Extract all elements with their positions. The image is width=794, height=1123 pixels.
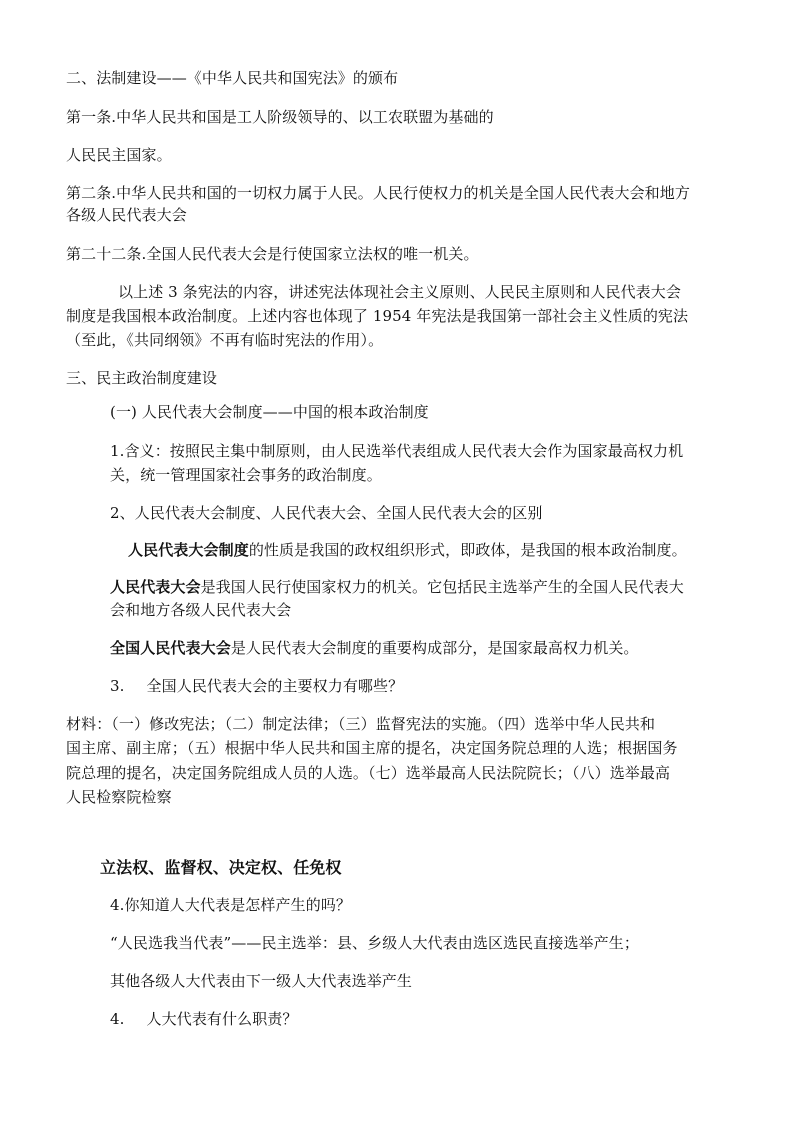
paragraph-constitution-line-1: 以上述 3 条宪法的内容，讲述宪法体现社会主义原则、人民民主原则和人民代表大会 (118, 283, 681, 301)
definition-text-npc: 是我国人民行使国家权力的机关。它包括民主选举产生的全国人民代表大 (200, 578, 684, 596)
item-2: 2、人民代表大会制度、人民代表大会、全国人民代表大会的区别 (110, 504, 543, 522)
item-1-line-1: 1.含义：按照民主集中制原则，由人民选举代表组成人民代表大会作为国家最高权力机 (110, 442, 684, 460)
material-line-4: 人民检察院检察 (66, 788, 172, 806)
item-4-election: 4.你知道人大代表是怎样产生的吗？ (110, 896, 352, 914)
article-1-line-1: 第一条.中华人民共和国是工人阶级领导的、以工农联盟为基础的 (66, 108, 494, 126)
paragraph-constitution-line-2: 制度是我国根本政治制度。上述内容也体现了 1954 年宪法是我国第一部社会主义性质的宪法 (66, 307, 689, 325)
material-line-2: 国主席、副主席；（五）根据中华人民共和国主席的提名，决定国务院总理的人选；根据国务 (66, 739, 678, 757)
article-2-line-2: 各级人民代表大会 (66, 206, 187, 224)
definition-term-npc: 人民代表大会 (110, 578, 201, 596)
definition-npc-line-2: 会和地方各级人民代表大会 (110, 601, 292, 619)
article-2-line-1: 第二条.中华人民共和国的一切权力属于人民。人民行使权力的机关是全国人民代表大会和地方 (66, 184, 690, 202)
section-heading-democratic-politics: 三、民主政治制度建设 (66, 369, 218, 387)
subheading-npc-system: (一) 人民代表大会制度——中国的根本政治制度 (110, 403, 429, 421)
item-3-number: 3. (110, 677, 125, 695)
definition-text-npc-system: 的性质是我国的政权组织形式，即政体，是我国的根本政治制度。 (248, 541, 687, 559)
item-4-duties (110, 1006, 298, 1032)
definition-term-npc-system: 人民代表大会制度 (128, 541, 249, 559)
paragraph-constitution-line-3: （至此，《共同纲领》不再有临时宪法的作用）。 (66, 331, 384, 349)
article-22: 第二十二条.全国人民代表大会是行使国家立法权的唯一机关。 (66, 245, 479, 263)
definition-npc-system (128, 537, 687, 563)
definition-text-national-npc: 是人民代表大会制度的重要构成部分，是国家最高权力机关。 (230, 639, 639, 657)
item-4-duties-number: 4. (110, 1010, 125, 1028)
item-4-duties-text: 人大代表有什么职责？ (146, 1010, 298, 1028)
election-line-2: 其他各级人大代表由下一级人大代表选举产生 (110, 972, 413, 990)
article-1-line-2: 人民民主国家。 (66, 146, 172, 164)
definition-national-npc (110, 635, 639, 661)
election-line-1: “人民选我当代表”——民主选举：县、乡级人大代表由选区选民直接选举产生； (110, 934, 639, 952)
item-1-line-2: 关，统一管理国家社会事务的政治制度。 (110, 466, 382, 484)
section-heading-legal-construction: 二、法制建设——《中华人民共和国宪法》的颁布 (66, 69, 399, 87)
item-3-text: 全国人民代表大会的主要权力有哪些？ (146, 677, 404, 695)
powers-summary: 立法权、监督权、决定权、任免权 (100, 858, 342, 877)
material-line-1: 材料：（一）修改宪法；（二）制定法律；（三）监督宪法的实施。（四）选举中华人民共和 (66, 715, 656, 733)
item-3 (110, 673, 403, 699)
definition-term-national-npc: 全国人民代表大会 (110, 639, 231, 657)
material-line-3: 院总理的提名，决定国务院组成人员的人选。（七）选举最高人民法院院长；（八）选举最高 (66, 764, 671, 782)
